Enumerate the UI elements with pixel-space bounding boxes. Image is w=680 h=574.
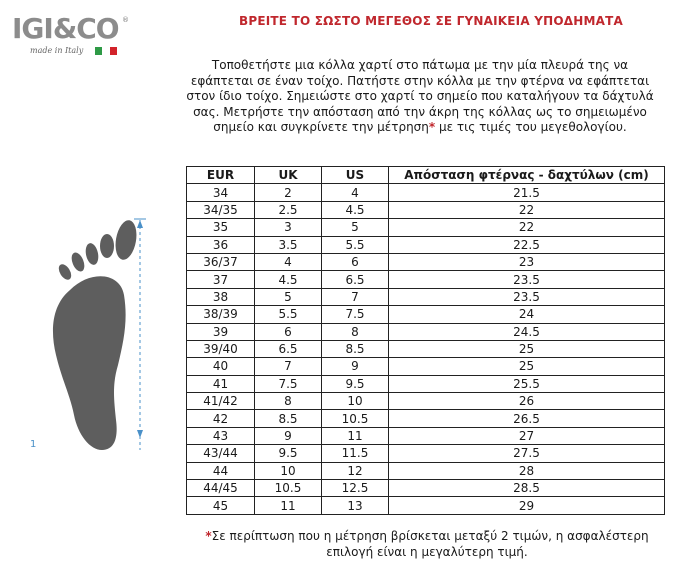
footnote — [196, 528, 658, 560]
table-cell: 22 — [389, 219, 665, 236]
table-cell: 4.5 — [255, 271, 322, 288]
table-cell: 28 — [389, 462, 665, 479]
brand-logo — [12, 12, 129, 58]
table-cell: 29 — [389, 497, 665, 514]
table-cell: 23.5 — [389, 271, 665, 288]
table-cell: 10 — [255, 462, 322, 479]
table-cell: 44/45 — [187, 480, 255, 497]
table-cell: 22.5 — [389, 236, 665, 253]
table-cell: 5 — [322, 219, 389, 236]
instructions-text — [180, 58, 660, 136]
table-cell: 40 — [187, 358, 255, 375]
table-cell: 36/37 — [187, 253, 255, 270]
brand-tagline: made in Italy — [30, 46, 84, 55]
table-row — [187, 323, 665, 340]
table-cell: 25 — [389, 358, 665, 375]
table-cell: 27.5 — [389, 445, 665, 462]
instructions-body: Τοποθετήστε μια κόλλα χαρτί στο πάτωμα με την μία πλευρά της να εφάπτεται σε έναν τοίχο. Πατήστε στην κόλλα με την φτέρνα να εφάπτεται στον ίδιο τοίχο. Σημειώστε στο χαρτί το σημείο που καταλήγουν τα δάχτυλά σας. Μετρήστε την απόσταση από την άκρη της κόλλας ως το σημειωμένο σημείο και συγκρίνετε την μέτρηση — [186, 58, 654, 134]
table-cell: 23.5 — [389, 288, 665, 305]
table-row — [187, 497, 665, 514]
table-cell: 24.5 — [389, 323, 665, 340]
footnote-asterisk: * — [205, 529, 212, 543]
table-cell: 5.5 — [322, 236, 389, 253]
table-cell: 44 — [187, 462, 255, 479]
table-cell: 24 — [389, 306, 665, 323]
table-row — [187, 445, 665, 462]
table-cell: 10 — [322, 393, 389, 410]
table-row — [187, 201, 665, 218]
table-cell: 6.5 — [322, 271, 389, 288]
table-cell: 9 — [255, 427, 322, 444]
table-cell: 26 — [389, 393, 665, 410]
table-cell: 4 — [255, 253, 322, 270]
table-cell: 43 — [187, 427, 255, 444]
header-eur: EUR — [187, 167, 255, 184]
table-row — [187, 253, 665, 270]
table-row — [187, 288, 665, 305]
table-cell: 8.5 — [322, 340, 389, 357]
table-cell: 6.5 — [255, 340, 322, 357]
table-cell: 11 — [255, 497, 322, 514]
table-cell: 3.5 — [255, 236, 322, 253]
brand-name: IGI&CO — [12, 12, 119, 45]
header-us: US — [322, 167, 389, 184]
table-row — [187, 340, 665, 357]
table-cell: 8 — [322, 323, 389, 340]
table-cell: 27 — [389, 427, 665, 444]
table-row — [187, 480, 665, 497]
registered-mark: ® — [122, 16, 129, 24]
table-cell: 25.5 — [389, 375, 665, 392]
table-cell: 35 — [187, 219, 255, 236]
table-cell: 12.5 — [322, 480, 389, 497]
table-cell: 4.5 — [322, 201, 389, 218]
table-cell: 21.5 — [389, 184, 665, 201]
table-cell: 8 — [255, 393, 322, 410]
table-row — [187, 306, 665, 323]
table-cell: 25 — [389, 340, 665, 357]
table-row — [187, 236, 665, 253]
table-cell: 42 — [187, 410, 255, 427]
table-cell: 34 — [187, 184, 255, 201]
table-cell: 41/42 — [187, 393, 255, 410]
table-cell: 23 — [389, 253, 665, 270]
table-row — [187, 375, 665, 392]
table-cell: 36 — [187, 236, 255, 253]
table-cell: 8.5 — [255, 410, 322, 427]
table-cell: 7 — [255, 358, 322, 375]
table-cell: 39/40 — [187, 340, 255, 357]
table-cell: 13 — [322, 497, 389, 514]
foot-measurement-illustration — [30, 210, 160, 460]
table-cell: 6 — [255, 323, 322, 340]
table-row — [187, 410, 665, 427]
foot-silhouette-icon — [30, 210, 160, 460]
table-cell: 6 — [322, 253, 389, 270]
page-title: ΒΡΕΙΤΕ ΤΟ ΣΩΣΤΟ ΜΕΓΕΘΟΣ ΣΕ ΓΥΝΑΙΚΕΙΑ ΥΠΟΔΗΜΑΤΑ — [239, 14, 623, 28]
table-row — [187, 427, 665, 444]
header-heel-toe-distance: Απόσταση φτέρνας - δαχτύλων (cm) — [389, 167, 665, 184]
table-cell: 7 — [322, 288, 389, 305]
table-cell: 38/39 — [187, 306, 255, 323]
table-cell: 9.5 — [255, 445, 322, 462]
instructions-tail: με τις τιμές του μεγεθολογίου. — [435, 120, 627, 134]
table-row — [187, 184, 665, 201]
table-cell: 5.5 — [255, 306, 322, 323]
table-cell: 11.5 — [322, 445, 389, 462]
table-cell: 10.5 — [322, 410, 389, 427]
table-row — [187, 219, 665, 236]
table-cell: 26.5 — [389, 410, 665, 427]
table-header-row — [187, 167, 665, 184]
table-row — [187, 462, 665, 479]
table-cell: 9.5 — [322, 375, 389, 392]
table-row — [187, 393, 665, 410]
instructions-asterisk: * — [428, 120, 436, 134]
table-cell: 28.5 — [389, 480, 665, 497]
header-uk: UK — [255, 167, 322, 184]
table-cell: 9 — [322, 358, 389, 375]
table-cell: 38 — [187, 288, 255, 305]
table-cell: 4 — [322, 184, 389, 201]
table-cell: 7.5 — [322, 306, 389, 323]
table-cell: 22 — [389, 201, 665, 218]
footnote-text: Σε περίπτωση που η μέτρηση βρίσκεται μεταξύ 2 τιμών, η ασφαλέστερη επιλογή είναι η μεγαλύτερη τιμή. — [211, 529, 649, 559]
table-cell: 7.5 — [255, 375, 322, 392]
measurement-label: 1 — [30, 439, 37, 450]
table-cell: 10.5 — [255, 480, 322, 497]
table-row — [187, 271, 665, 288]
table-cell: 2.5 — [255, 201, 322, 218]
size-chart-table — [186, 166, 665, 515]
table-cell: 12 — [322, 462, 389, 479]
table-cell: 41 — [187, 375, 255, 392]
table-cell: 3 — [255, 219, 322, 236]
table-cell: 5 — [255, 288, 322, 305]
italy-flag-icon — [95, 47, 117, 55]
table-cell: 34/35 — [187, 201, 255, 218]
table-cell: 43/44 — [187, 445, 255, 462]
table-cell: 37 — [187, 271, 255, 288]
table-row — [187, 358, 665, 375]
table-cell: 11 — [322, 427, 389, 444]
table-cell: 2 — [255, 184, 322, 201]
table-cell: 45 — [187, 497, 255, 514]
table-cell: 39 — [187, 323, 255, 340]
